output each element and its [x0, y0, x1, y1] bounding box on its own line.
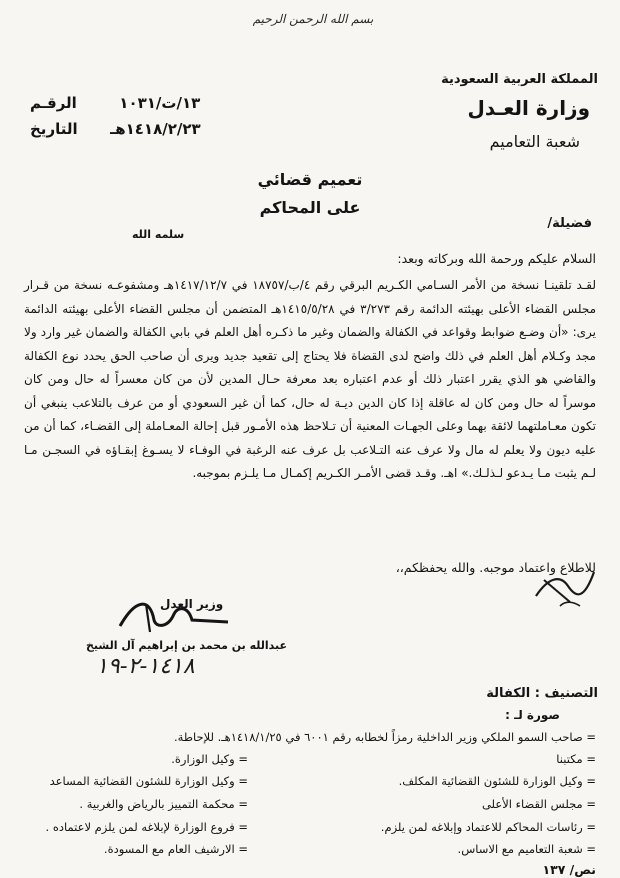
cc-item: = مجلس القضاء الأعلى: [481, 797, 596, 811]
ministry-name: وزارة العـدل: [467, 96, 590, 120]
closing-line: للاطلاع واعتماد موجبه. والله يحفظكم،،: [395, 560, 596, 575]
country-name: المملكة العربية السعودية: [441, 72, 598, 87]
signatory-title: وزير العدل: [160, 597, 224, 611]
addressee-blessing: سلمه الله: [132, 228, 185, 241]
document-title: تعميم قضائي: [257, 170, 363, 189]
cc-item: = وكيل الوزارة للشئون القضائية المكلف.: [398, 774, 596, 788]
cc-item: = وكيل الوزارة للشئون القضائية المساعد: [49, 774, 248, 788]
handwritten-date: ١٤١٨-٢-١٩: [96, 654, 195, 679]
document-subtitle: على المحاكم: [259, 198, 361, 217]
copies-label: صورة لـ :: [505, 708, 560, 722]
cc-item: = مكتبنا: [556, 752, 596, 766]
cc-item: = فروع الوزارة لإبلاغه لمن يلزم لاعتماده .: [45, 820, 248, 834]
date-label: التاريخ: [30, 120, 78, 138]
cc-item: = الارشيف العام مع المسودة.: [103, 842, 248, 856]
reference-value: ١٣/ت/١٠٣١: [119, 94, 201, 112]
handwritten-initials: [530, 556, 600, 610]
signatory-name: عبدالله بن محمد بن إبراهيم آل الشيخ: [86, 639, 288, 652]
greeting: السلام عليكم ورحمة الله وبركاته وبعد:: [397, 251, 596, 266]
cc-item: = وكيل الوزارة.: [171, 752, 248, 766]
basmala: بسم الله الرحمن الرحيم: [252, 12, 374, 26]
cc-item: = صاحب السمو الملكي وزير الداخلية رمزاً لخطابه رقم ٦٠٠١ في ١٤١٨/١/٢٥هـ. للإحاطة.: [174, 730, 596, 744]
document-date: [30, 120, 201, 138]
cc-item: = محكمة التمييز بالرياض والغربية .: [79, 797, 248, 811]
date-value: ١٤١٨/٢/٢٣هـ: [110, 120, 201, 138]
bottom-number: نص/ ١٣٧: [542, 862, 596, 877]
body-paragraph: لقـد تلقينـا نسخة من الأمر السـامي الكـريم البرقي رقم ٤/ب/١٨٧٥٧ في ١٤١٧/١٢/٧هـ ومشفوعـه نسخة من قـرار مجلس القضاء الأعلى بهيئته الدائمة رقم ٣/٢٧٣ في ١٤١٥/٥/٢٨هـ المتضمن أن مجلس القضاء الأعلى بهيئته الدائمة يرى: «أن وضـع ضوابط وقواعد في الكفالة والضمان وغير ما ذكـره أهل العلم في بابي الكفالة والضمان غير وارد ولا مجد وكـلام أهل العلم في ذلك واضح لدى القضاة فلا يحتاج إلى تقعيد جديد ويرى أن صاحب الحق يحدد نوع الكفالة والقاضي هو الذي يقرر اعتبار ذلك أو عدم اعتباره بعد معرفة حـال المدين لأن من كان معسراً له حال ومن كان موسراً له حال ومن كان له عاقلة إذا كان الدين ديـة له حال، كما أن غير السعودي أو من عرف بالتلاعب ينبغي أن تكون معـاملتهما لائقة بهما وعلى الجهـات المعنية أن تـلاحظ هذه الأمـور قبل إحالة المعـاملة إلى القضـاء، كما أن من عليه ديون ولا يعلم له مال ولا عرف عنه التـلاعب بل عرف عنه الرغبة في الوفـاء لا يسـوغ إبقـاؤه في السجـن مـا لـم يثبت مـا يـدعو لـذلـك.» اهـ. وقـد قضى الأمـر الكـريم إكمـال مـا يلـزم بموجبه.: [24, 278, 596, 480]
classification: التصنيف : الكفالة: [486, 686, 598, 701]
department-name: شعبة التعاميم: [489, 132, 580, 151]
addressee-label: فضيلة/: [547, 216, 592, 231]
reference-number: [30, 94, 200, 112]
cc-item: = رئاسات المحاكم للاعتماد وإبلاغه لمن يلزم.: [380, 820, 596, 834]
reference-label: الرقـم: [30, 94, 77, 112]
cc-item: = شعبة التعاميم مع الاساس.: [457, 842, 596, 856]
